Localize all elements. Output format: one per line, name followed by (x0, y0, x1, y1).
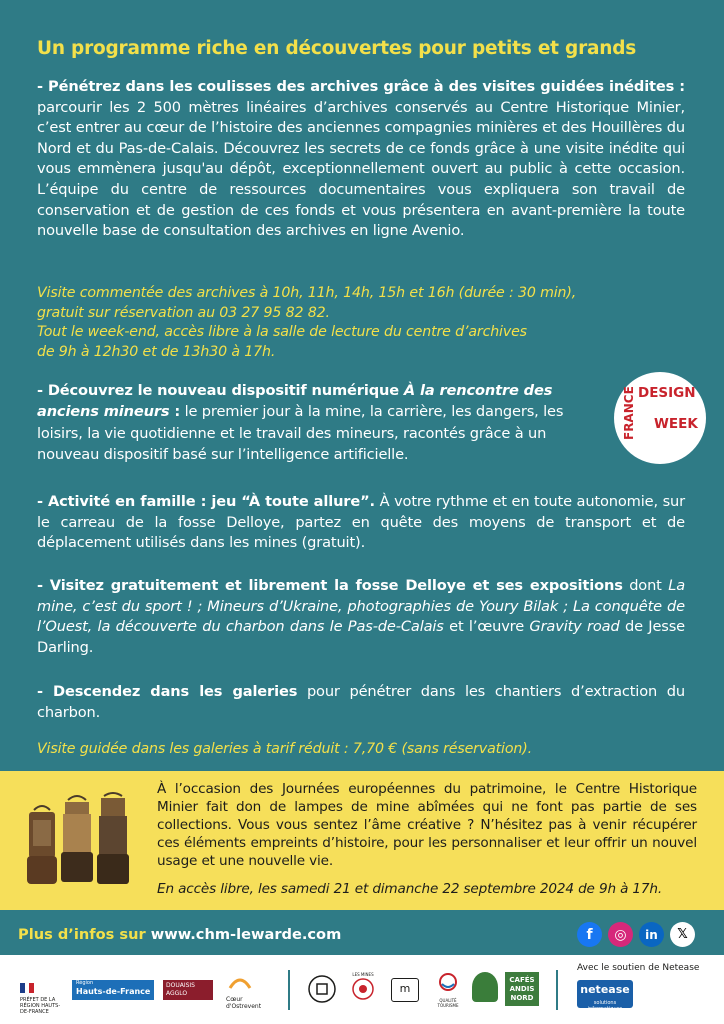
archives-note-line: Visite commentée des archives à 10h, 11h, 14h, 15h et 16h (durée : 30 min), (37, 285, 577, 301)
qualite-tourisme-icon (436, 972, 460, 994)
unesco-logo (307, 974, 337, 1008)
mine-lamps-image (20, 790, 138, 892)
netease-name: netease (580, 983, 630, 996)
exhibitions-lead: - Visitez gratuitement et librement la fosse Delloye et ses expositions (37, 577, 623, 594)
exhibitions-text: dont (622, 577, 669, 594)
coeur-ostrevent-text: Cœur d'Ostrevent (226, 996, 262, 1010)
archives-section (37, 77, 685, 242)
lamps-donation-note: En accès libre, les samedi 21 et dimanche 22 septembre 2024 de 9h à 17h. (157, 881, 663, 897)
mines-text: LES MINES (352, 972, 374, 977)
galleries-note: Visite guidée dans les galeries à tarif réduit : 7,70 € (sans réservation). (37, 741, 532, 757)
page-title: Un programme riche en découvertes pour petits et grands (37, 38, 637, 59)
lamps-donation-text: À l’occasion des Journées européennes du patrimoine, le Centre Historique Minier fait don de lampes de mine abîmées qui ne font pas partie de ses collections. Vous vous sentez l’âme créative ? N’hésitez pas à venir récupérer ces éléments empreints d’histoire, pour les personnaliser et leur offrir un nouvel usage et une nouvelle vie. (157, 781, 697, 869)
netease-logo (577, 980, 633, 1012)
qualite-tourisme-logo (432, 972, 464, 1008)
website-link[interactable]: www.chm-lewarde.com (150, 926, 342, 943)
region-label: Hauts-de-France (76, 987, 151, 996)
mine-lamp-icon (97, 793, 129, 884)
netease-subtitle: solutions informatiques (587, 1000, 623, 1012)
prefet-logo (20, 978, 66, 1015)
exhibitions-section (37, 576, 685, 658)
digital-lead-title: À la rencontre des anciens mineurs (37, 382, 553, 421)
design-week-badge (614, 372, 706, 464)
footer-separator (556, 970, 558, 1010)
coeur-shape-icon (226, 976, 254, 992)
badge-france-text: FRANCE (622, 386, 636, 440)
mines-logo (345, 972, 381, 1005)
prefet-text: PRÉFET DE LA RÉGION HAUTS-DE-FRANCE (20, 997, 61, 1015)
digital-lead-end: : (169, 403, 181, 421)
exhibitions-text: de Jesse Darling. (37, 618, 686, 656)
mines-emblem-icon (351, 977, 375, 1001)
facebook-icon[interactable]: f (577, 922, 602, 947)
archives-note-line: de 9h à 12h30 et de 13h30 à 17h. (37, 343, 276, 360)
exhibitions-titles: La mine, c’est du sport ! ; Mineurs d’Ukraine, photographies de Youry Bilak ; La conquête de l’Ouest, la découverte du charbon dans le Pas-de-Calais (37, 577, 685, 636)
more-info-line (18, 926, 341, 943)
mine-lamp-icon (27, 806, 57, 884)
accueil-velo-logo-icon (472, 972, 498, 1002)
cafes-line: ANDIS (509, 985, 535, 993)
social-links (577, 922, 695, 947)
linkedin-icon[interactable]: in (639, 922, 664, 947)
footer-separator (288, 970, 290, 1010)
archives-body: parcourir les 2 500 mètres linéaires d’archives conservés au Centre Historique Minier, c’est entrer au cœur de l’histoire des anciennes compagnies minières et des Houillères du Nord et du Pas-de-Calais. Découvrez les secrets de ce fonds grâce à une visite inédite qui vous emmènera jusqu'au dépôt, exceptionnellement ouvert au public à cette occasion. L’équipe du centre de ressources documentaires vous expliquera son travail de conservation et de gestion de ces fonds et vous présentera en avant-première la toute nouvelle base de consultation des archives en ligne Avenio. (37, 98, 685, 240)
digital-body: le premier jour à la mine, la carrière, les dangers, les loisirs, la vie quotidienne et le travail des mineurs, racontés grâce à un nouveau dispositif basé sur l’intelligence artificielle. (37, 403, 564, 464)
qualite-text: QUALITÉ TOURISME (437, 998, 459, 1008)
museum-logo-icon: m (391, 978, 419, 1002)
family-activity-section (37, 492, 685, 554)
mine-lamp-icon (61, 796, 93, 882)
douaisis-logo: DOUAISIS AGGLO (163, 980, 213, 1000)
artwork-title: Gravity road (529, 618, 620, 636)
exhibitions-text: et l’œuvre (443, 618, 530, 636)
instagram-icon[interactable]: ◎ (608, 922, 633, 947)
archives-lead: - Pénétrez dans les coulisses des archives grâce à des visites guidées inédites : (37, 78, 685, 95)
more-info-label: Plus d’infos sur (18, 926, 151, 943)
badge-week-text: WEEK (654, 416, 698, 432)
badge-design-text: DESIGN (638, 385, 696, 401)
family-body: À votre rythme et en toute autonomie, sur le carreau de la fosse Delloye, partez en quête des moyens de transport et de déplacement utilisés dans les mines (gratuit). (37, 493, 685, 552)
galleries-body: pour pénétrer dans les chantiers d’extraction du charbon. (37, 683, 685, 721)
galleries-section (37, 682, 685, 723)
support-label: Avec le soutien de Netease (577, 963, 700, 973)
digital-lead: - Découvrez le nouveau dispositif numérique (37, 382, 404, 399)
unesco-emblem-icon (307, 974, 337, 1004)
cafes-andis-nord-logo (505, 972, 539, 1006)
archives-schedule-note (37, 284, 677, 362)
galleries-lead: - Descendez dans les galeries (37, 683, 298, 700)
coeur-ostrevent-logo (226, 976, 272, 1010)
region-label-small: Région (76, 980, 94, 986)
archives-note-line: gratuit sur réservation au 03 27 95 82 82. (37, 304, 330, 321)
digital-device-section (37, 380, 597, 466)
region-logo (72, 980, 154, 1000)
archives-note-line: Tout le week-end, accès libre à la salle de lecture du centre d’archives (37, 324, 527, 341)
x-icon[interactable]: 𝕏 (670, 922, 695, 947)
family-lead: - Activité en famille : jeu “À toute allure”. (37, 493, 375, 510)
cafes-line: CAFÉS (509, 976, 535, 984)
french-flag-icon (20, 983, 34, 993)
cafes-line: NORD (510, 994, 534, 1002)
